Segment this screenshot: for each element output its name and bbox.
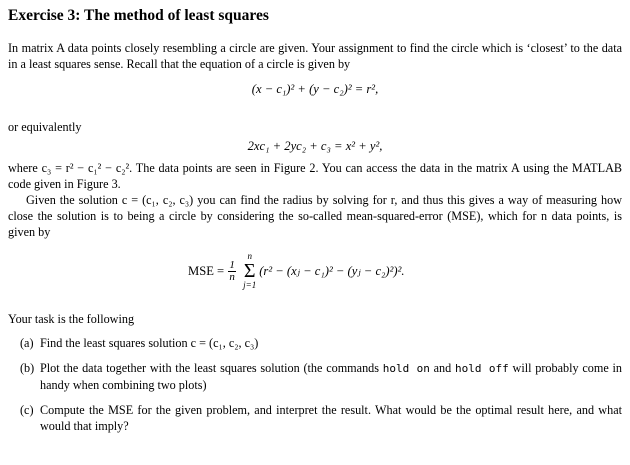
item-text-after: will probably come in handy when combining two plots) — [40, 361, 623, 392]
mse-sum — [243, 252, 256, 290]
exercise-title: Exercise 3: The method of least squares — [8, 7, 269, 24]
item-label: (b) — [20, 361, 35, 375]
mse-formula — [8, 246, 622, 302]
circle-equation: (x − c₁)² + (y − c₂)² = r², — [251, 82, 379, 96]
item-text — [40, 360, 622, 393]
where-paragraph: where c₃ = r² − c₁² − c₂². The data points are seen in Figure 2. You can access the data in the matrix A using the MATLAB code given in Figure 3. — [8, 161, 622, 191]
sigma-symbol: Σ — [243, 260, 256, 282]
item-label: (c) — [20, 403, 34, 417]
linear-circle-equation: 2xc₁ + 2yc₂ + c₃ = x² + y², — [247, 139, 383, 153]
task-heading: Your task is the following — [8, 312, 135, 326]
task-item-b — [20, 360, 622, 393]
item-text: Find the least squares solution c = (c₁, c₂, c₃) — [40, 336, 259, 350]
sum-upper-limit: n — [247, 251, 252, 261]
exercise-page — [8, 6, 622, 443]
item-text-before: Plot the data together with the least squares solution (the commands — [40, 361, 383, 375]
item-label: (a) — [20, 336, 34, 350]
task-item-c — [20, 402, 622, 434]
item-text-mid: and — [429, 361, 456, 375]
intro-paragraph: In matrix A data points closely resembling a circle are given. Your assignment to find the circle which is ‘closest’ to the data in a least squares sense. Recall that the equation of a circle is given by — [8, 41, 622, 71]
mse-frac-den: n — [229, 270, 235, 283]
or-equivalently-text: or equivalently — [8, 120, 82, 134]
mse-lhs: MSE = — [188, 263, 225, 278]
mse-frac-num: 1 — [229, 258, 235, 271]
mse-fraction — [228, 260, 236, 283]
given-paragraph: Given the solution c = (c₁, c₂, c₃) you can find the radius by solving for r, and thus this gives a way of measuring how close the solution is to being a circle by considering the so-called mean-squared-error (MSE), which for n data points, is given by — [8, 193, 622, 239]
code-hold-off: hold off — [455, 362, 509, 375]
mse-body: (r² − (xⱼ − c₁)² − (yⱼ − c₂)²)². — [259, 264, 405, 278]
item-text: Compute the MSE for the given problem, and interpret the result. What would be the optimal result here, and what would that imply? — [40, 403, 622, 433]
task-item-a — [20, 335, 622, 351]
sum-lower-limit: j=1 — [243, 280, 257, 290]
code-hold-on: hold on — [382, 362, 430, 375]
